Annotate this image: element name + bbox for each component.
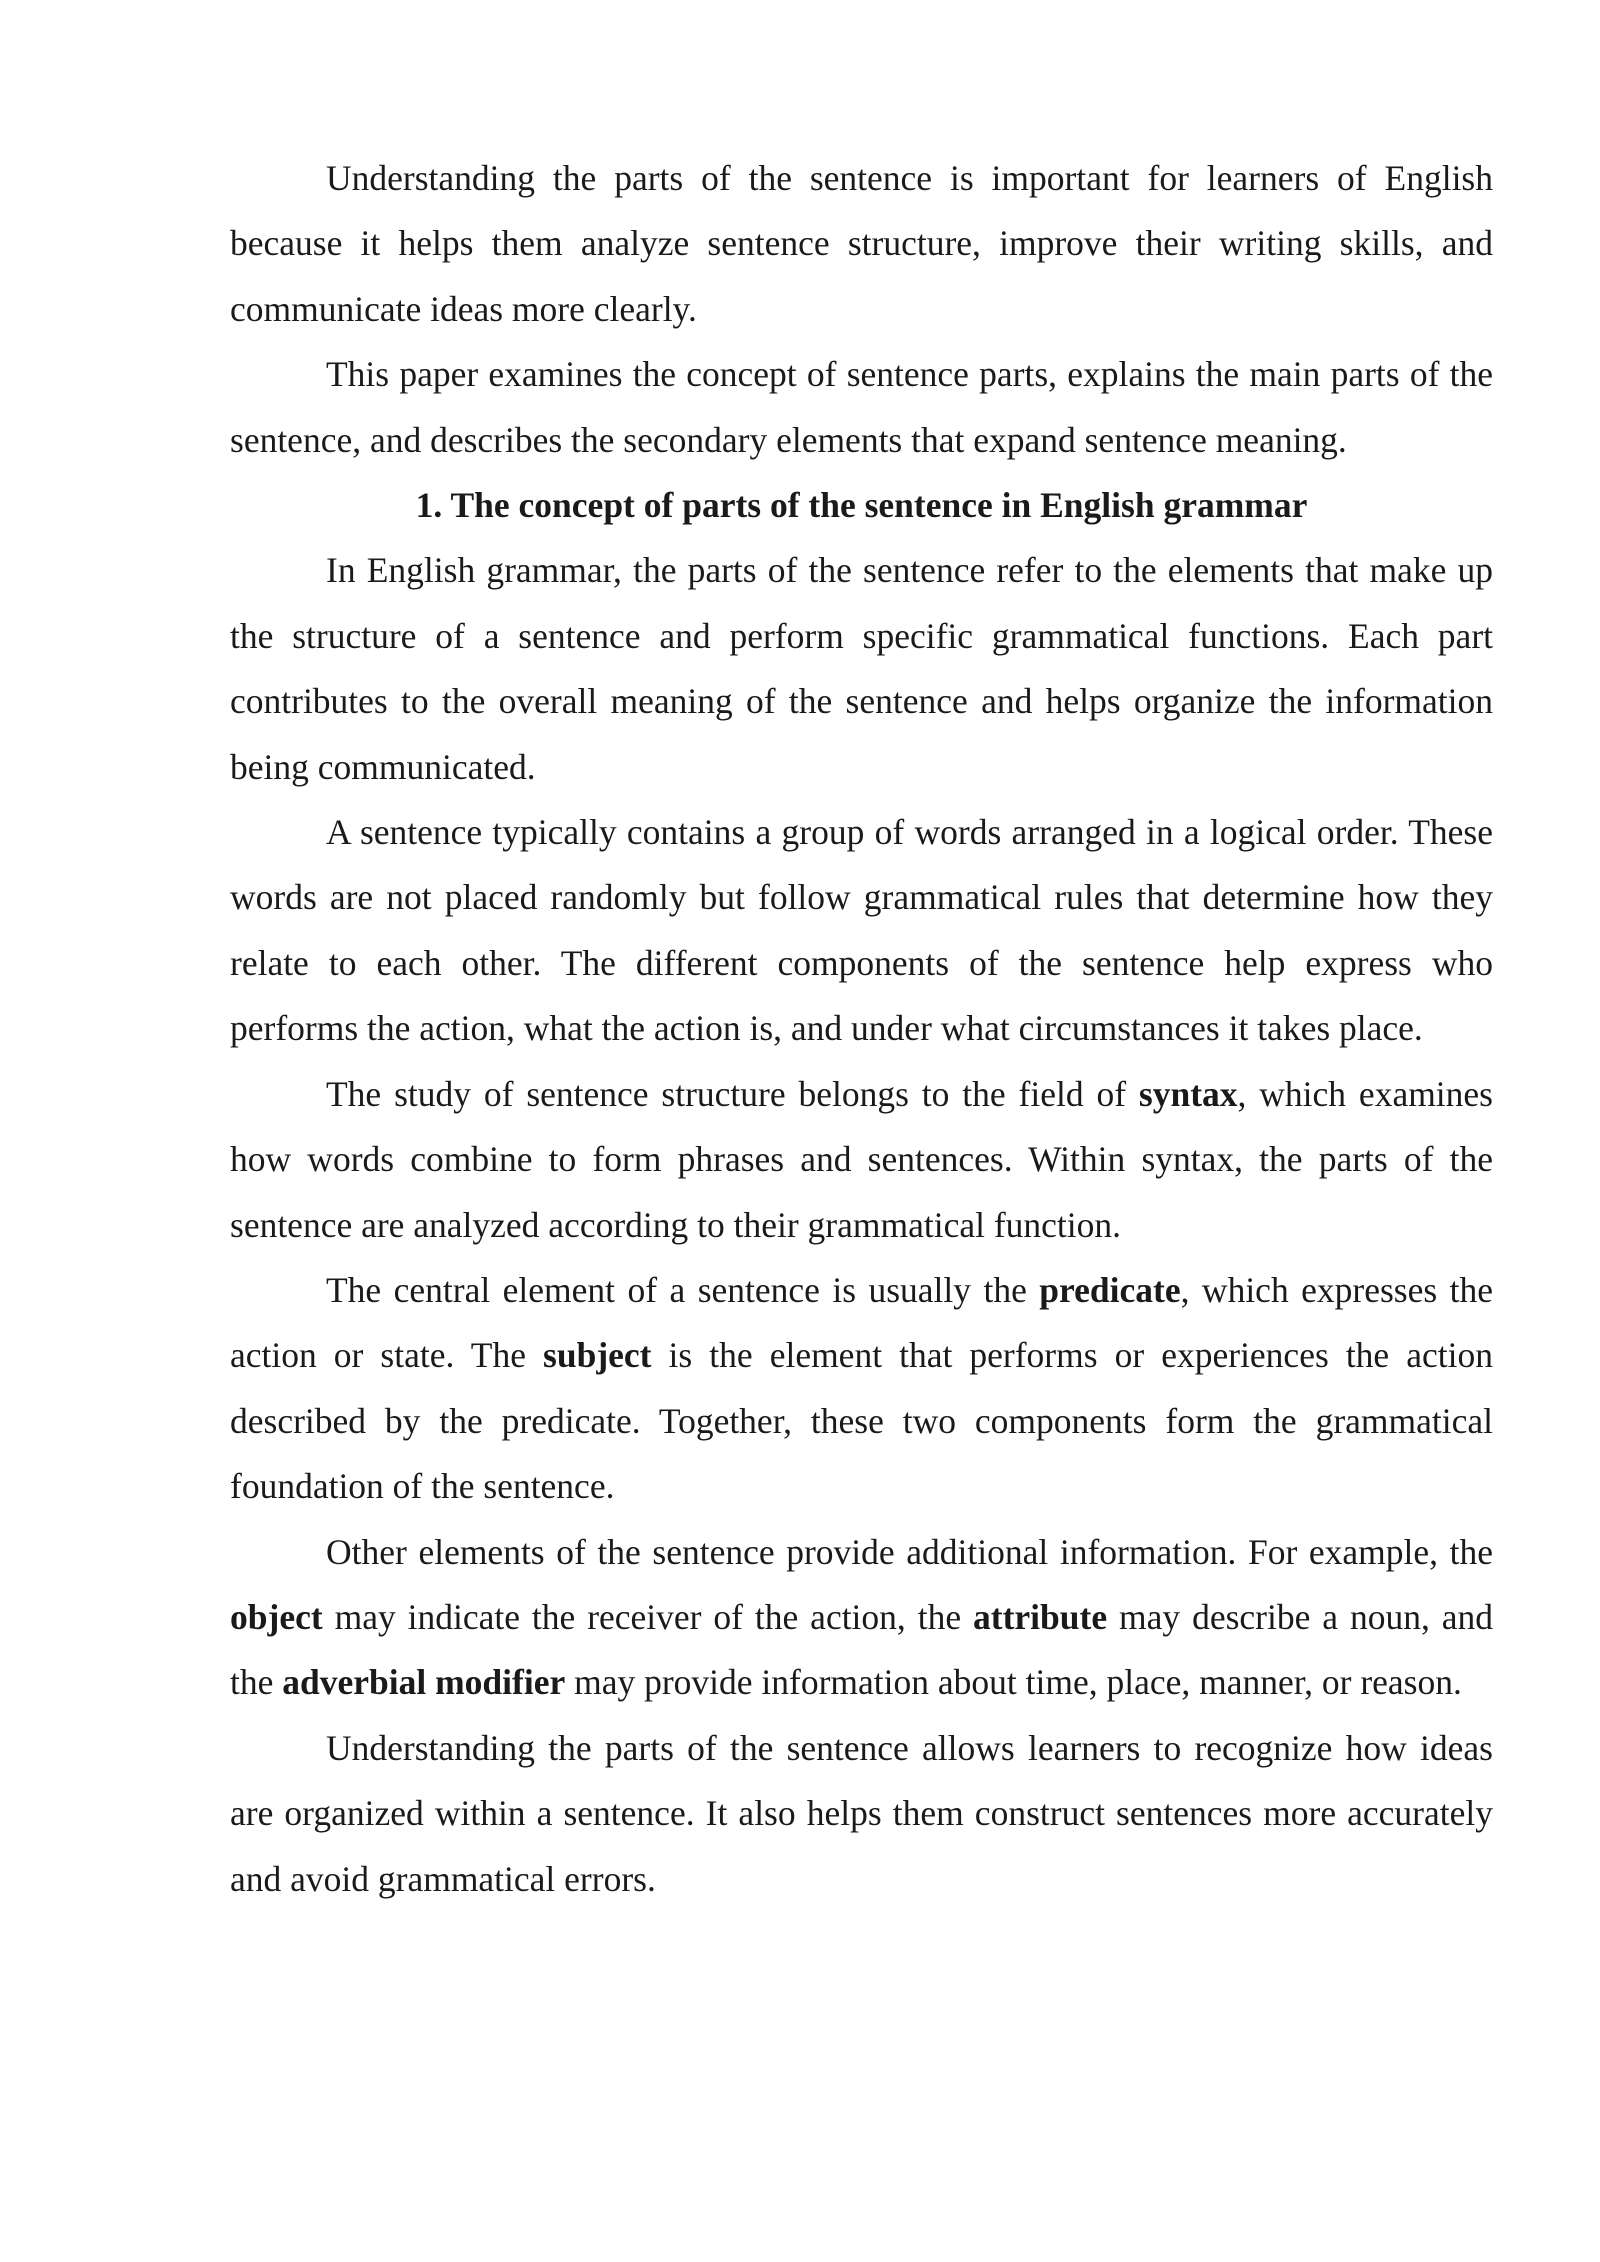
text-run: may describe a noun, and the [230, 1596, 1493, 1703]
bold-term-predicate: predicate [1039, 1269, 1181, 1310]
bold-term-attribute: attribute [973, 1596, 1108, 1637]
text-run: The study of sentence structure belongs to the field of [326, 1073, 1139, 1114]
text-run: The central element of a sentence is usually the [326, 1269, 1040, 1310]
text-run: may provide information about time, place, manner, or reason. [565, 1662, 1462, 1703]
paragraph-conclusion: Understanding the parts of the sentence allows learners to recognize how ideas are organized within a sentence. It also helps them construct sentences more accurately and avoid grammatical errors. [230, 1727, 1493, 1899]
paragraph-syntax [230, 1062, 1493, 1258]
text-run: , which examines how words combine to form phrases and sentences. Within syntax, the parts of the sentence are analyzed according to their grammatical function. [230, 1073, 1493, 1245]
paragraph-intro-1: Understanding the parts of the sentence is important for learners of English because it helps them analyze sentence structure, improve their writing skills, and communicate ideas more clearly. [230, 158, 1493, 329]
bold-term-adverbial-modifier: adverbial modifier [282, 1662, 566, 1703]
bold-term-subject: subject [543, 1335, 652, 1376]
bold-term-syntax: syntax [1138, 1073, 1238, 1114]
paragraph-predicate-subject [230, 1258, 1493, 1520]
text-run: Other elements of the sentence provide additional information. For example, the [326, 1531, 1493, 1572]
text-run: , which expresses the action or state. The [230, 1269, 1493, 1376]
section-heading: 1. The concept of parts of the sentence in English grammar [415, 485, 1308, 526]
document-body [230, 146, 1493, 1912]
paragraph-intro-2: This paper examines the concept of sentence parts, explains the main parts of the sentence, and describes the secondary elements that expand sentence meaning. [230, 354, 1493, 460]
paragraph-definition: In English grammar, the parts of the sentence refer to the elements that make up the structure of a sentence and perform specific grammatical functions. Each part contributes to the overall meaning of the sentence and helps organize the information being communicated. [230, 550, 1493, 787]
paragraph-other-elements [230, 1520, 1493, 1716]
bold-term-object: object [230, 1596, 323, 1637]
paragraph-sentence-order: A sentence typically contains a group of words arranged in a logical order. These words are not placed randomly but follow grammatical rules that determine how they relate to each other. The different components of the sentence help express who performs the action, what the action is, and under what circumstances it takes place. [230, 812, 1493, 1049]
text-run: may indicate the receiver of the action, the [322, 1596, 974, 1637]
text-run: is the element that performs or experiences the action described by the predicate. Together, these two components form the grammatical foundation of the sentence. [230, 1335, 1493, 1507]
